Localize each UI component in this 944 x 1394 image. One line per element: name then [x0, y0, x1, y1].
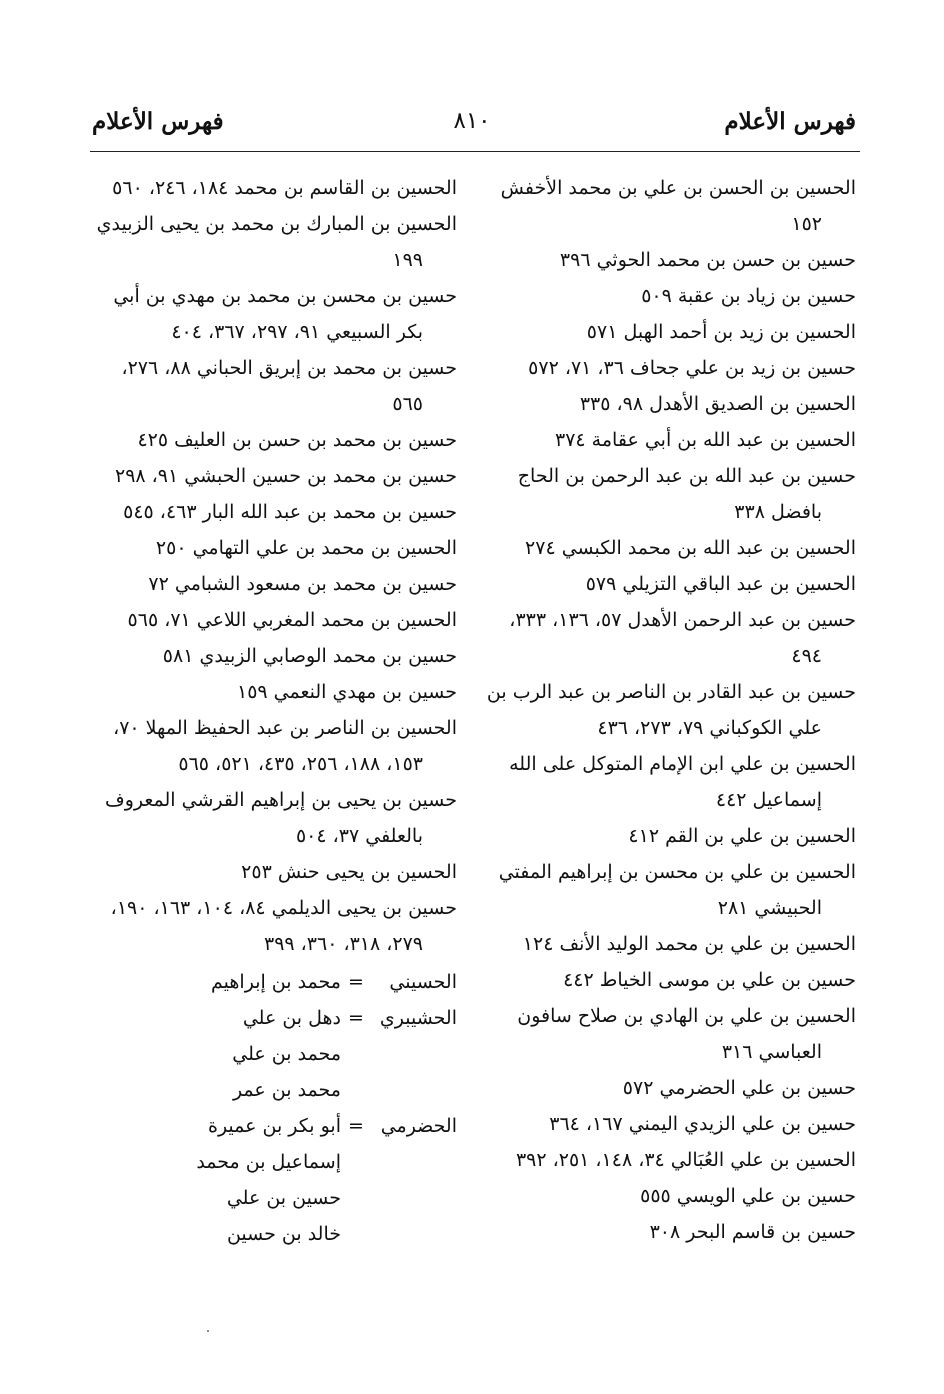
index-entry: الحسين بن زيد بن أحمد الهبل ٥٧١ [586, 321, 856, 343]
scan-speck [207, 1330, 209, 1332]
cross-reference-row [87, 1036, 457, 1072]
xref-key: الحسيني [389, 971, 457, 993]
index-entry: الحسين بن الصديق الأهدل ٩٨، ٣٣٥ [579, 393, 856, 415]
xref-key [371, 1144, 457, 1180]
index-entry: حسين بن علي الويسي ٥٥٥ [640, 1185, 856, 1207]
xref-equals [341, 1180, 371, 1216]
xref-equals: = [348, 1115, 364, 1137]
xref-value: حسين بن علي [226, 1187, 341, 1209]
index-entry: الحسين بن عبد الله بن محمد الكبسي ٢٧٤ [525, 537, 856, 559]
page-number: ٨١٠ [453, 108, 491, 134]
index-entry: حسين بن علي الحضرمي ٥٧٢ [622, 1077, 856, 1099]
index-entry: الحسين بن عبد الباقي التزيلي ٥٧٩ [585, 573, 856, 595]
xref-value: محمد بن علي [232, 1043, 341, 1065]
index-entry: الحسين بن علي بن محمد الوليد الأنف ١٢٤ [522, 933, 856, 955]
cross-reference-row [87, 1216, 457, 1252]
index-entry: حسين بن محمد بن عبد الله البار ٤٦٣، ٥٤٥ [123, 501, 457, 523]
running-title-left: فهرس الأعلام [92, 108, 224, 135]
xref-key [371, 1072, 457, 1108]
cross-reference-row [87, 1180, 457, 1216]
index-entry: حسين بن قاسم البحر ٣٠٨ [649, 1221, 856, 1243]
cross-reference-row [87, 1144, 457, 1180]
index-entry: الحسين بن القاسم بن محمد ١٨٤، ٢٤٦، ٥٦٠ [112, 177, 457, 199]
index-entry: الحسين بن علي بن القم ٤١٢ [628, 825, 856, 847]
index-entry: حسين بن محمد الوصابي الزبيدي ٥٨١ [162, 645, 457, 667]
index-entry: الحسين بن الناصر بن عبد الحفيظ المهلا ٧٠، ١٥٣، ١٨٨، ٢٥٦، ٤٣٥، ٥٢١، ٥٦٥ [113, 717, 457, 775]
index-entry: حسين بن مهدي النعمي ١٥٩ [237, 681, 457, 703]
index-entry: الحسين بن علي ابن الإمام المتوكل على الله إسماعيل ٤٤٢ [509, 753, 856, 811]
index-entry: الحسين بن علي بن الهادي بن صلاح سافون العباسي ٣١٦ [517, 1005, 856, 1063]
cross-reference-row [87, 1000, 457, 1036]
xref-value: دهل بن علي [242, 1007, 341, 1029]
index-entry: حسين بن عبد الرحمن الأهدل ٥٧، ١٣٦، ٣٣٣، ٤٩٤ [509, 609, 856, 667]
xref-equals [341, 1144, 371, 1180]
index-column-left [87, 170, 457, 1252]
xref-key [371, 1180, 457, 1216]
index-entry: حسين بن محمد بن حسن بن العليف ٤٢٥ [137, 429, 457, 451]
xref-equals: = [348, 1007, 364, 1029]
xref-value: أبو بكر بن عميرة [207, 1115, 341, 1137]
index-entry: حسين بن محمد بن إبريق الحباني ٨٨، ٢٧٦، ٥٦٥ [121, 357, 457, 415]
xref-value: محمد بن عمر [232, 1079, 341, 1101]
index-entry: حسين بن محمد بن حسين الحبشي ٩١، ٢٩٨ [115, 465, 457, 487]
cross-reference-row [87, 1072, 457, 1108]
header-rule [90, 151, 860, 152]
running-title-right: فهرس الأعلام [724, 108, 856, 135]
cross-reference-list [87, 964, 457, 1252]
xref-equals: = [348, 971, 364, 993]
index-entry: حسين بن يحيى الديلمي ٨٤، ١٠٤، ١٦٣، ١٩٠، ٢٧٩، ٣١٨، ٣٦٠، ٣٩٩ [110, 897, 457, 955]
index-entry: حسين بن عبد الله بن عبد الرحمن بن الحاج بافضل ٣٣٨ [517, 465, 856, 523]
index-entry: الحسين بن محمد بن علي التهامي ٢٥٠ [155, 537, 457, 559]
index-entry: حسين بن علي بن موسى الخياط ٤٤٢ [563, 969, 856, 991]
index-entry: حسين بن عبد القادر بن الناصر بن عبد الرب بن علي الكوكباني ٧٩، ٢٧٣، ٤٣٦ [486, 681, 856, 739]
xref-key [371, 1036, 457, 1072]
cross-reference-row [87, 964, 457, 1000]
index-entry: حسين بن يحيى بن إبراهيم القرشي المعروف بالعلفي ٣٧، ٥٠٤ [105, 789, 457, 847]
index-entry: الحسين بن علي بن محسن بن إبراهيم المفتي الحبيشي ٢٨١ [498, 861, 856, 919]
index-entry: حسين بن محسن بن محمد بن مهدي بن أبي بكر السبيعي ٩١، ٢٩٧، ٣٦٧، ٤٠٤ [113, 285, 457, 343]
xref-key [371, 1216, 457, 1252]
index-entry: حسين بن حسن بن محمد الحوثي ٣٩٦ [559, 249, 856, 271]
index-entry: حسين بن محمد بن مسعود الشبامي ٧٢ [148, 573, 457, 595]
cross-reference-row [87, 1108, 457, 1144]
xref-key: الحضرمي [380, 1115, 457, 1137]
xref-value: إسماعيل بن محمد [196, 1151, 341, 1173]
xref-equals [341, 1072, 371, 1108]
xref-value: خالد بن حسين [226, 1223, 341, 1245]
index-entry: الحسين بن المبارك بن محمد بن يحيى الزبيدي ١٩٩ [96, 213, 457, 271]
index-column-right [486, 170, 856, 1250]
xref-equals [341, 1036, 371, 1072]
index-entry: الحسين بن الحسن بن علي بن محمد الأخفش ١٥٢ [500, 177, 856, 235]
index-entry: الحسين بن عبد الله بن أبي عقامة ٣٧٤ [555, 429, 856, 451]
index-entry: حسين بن علي الزيدي اليمني ١٦٧، ٣٦٤ [549, 1113, 856, 1135]
xref-equals [341, 1216, 371, 1252]
index-entry: الحسين بن يحيى حنش ٢٥٣ [241, 861, 457, 883]
index-entry: الحسين بن محمد المغربي اللاعي ٧١، ٥٦٥ [127, 609, 457, 631]
index-entry: الحسين بن علي العُبَالي ٣٤، ١٤٨، ٢٥١، ٣٩٢ [515, 1149, 856, 1171]
index-entry: حسين بن زيد بن علي جحاف ٣٦، ٧١، ٥٧٢ [528, 357, 856, 379]
index-entry: حسين بن زياد بن عقبة ٥٠٩ [641, 285, 856, 307]
xref-key: الحشيبري [379, 1007, 457, 1029]
xref-value: محمد بن إبراهيم [211, 971, 341, 993]
